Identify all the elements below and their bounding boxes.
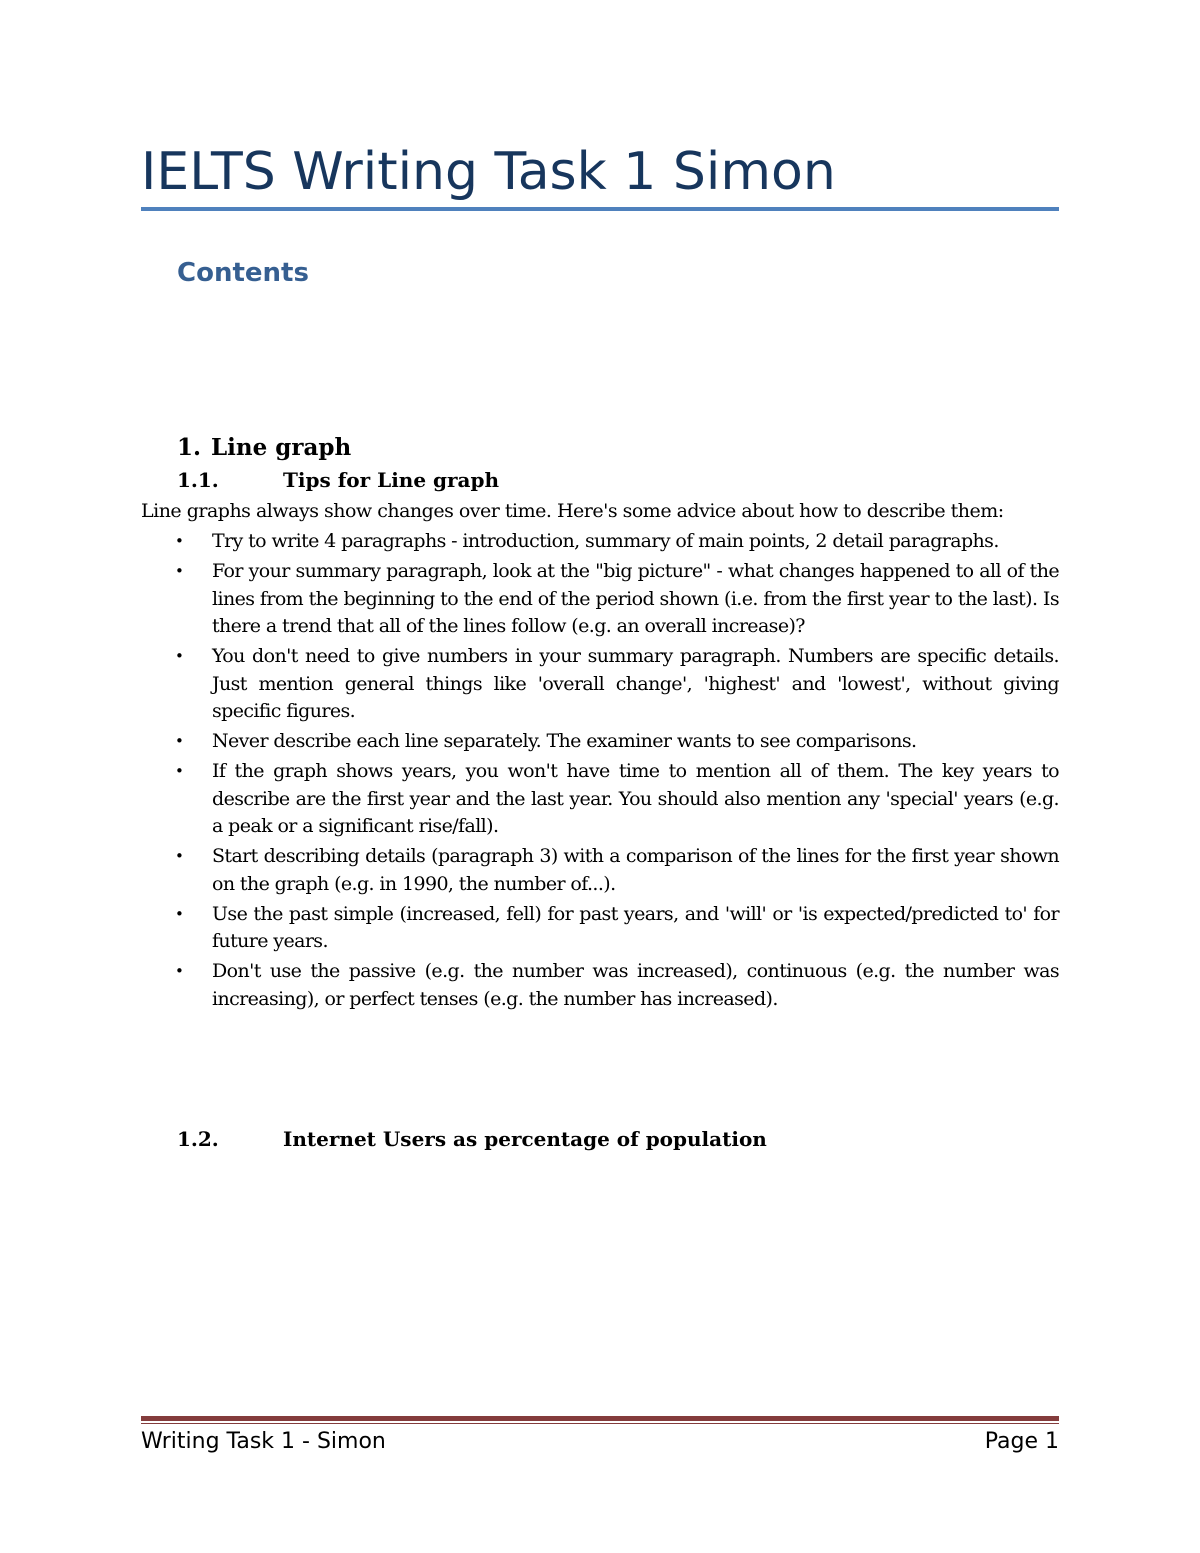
list-item: [141, 528, 1059, 556]
bullet-icon: •: [175, 962, 184, 980]
tip-text: Don't use the passive (e.g. the number was increased), continuous (e.g. the number was increasing), or perfect tenses (e.g. the number has increased).: [212, 960, 1059, 1010]
bullet-icon: •: [175, 904, 184, 923]
list-item: [141, 558, 1059, 641]
section-heading-line-graph: [177, 433, 351, 463]
subsection-title: Tips for Line graph: [283, 468, 500, 492]
bullet-icon: •: [175, 762, 184, 780]
contents-heading: Contents: [177, 258, 309, 288]
bullet-icon: •: [175, 532, 184, 550]
footer-rule-thick: [141, 1416, 1059, 1421]
tip-text: Try to write 4 paragraphs - introduction, summary of main points, 2 detail paragraphs.: [212, 530, 999, 552]
subsection-heading-tips: [177, 466, 499, 494]
section-title: Line graph: [211, 434, 352, 461]
bullet-icon: •: [175, 562, 184, 580]
list-item: [141, 643, 1059, 726]
subsection-number: 1.2.: [177, 1127, 219, 1151]
subsection-heading-internet-users: [177, 1125, 767, 1153]
tip-text: If the graph shows years, you won't have time to mention all of them. The key years to describe are the first year and the last year. You should also mention any 'special' years (e.g. a peak or a significant rise/fall).: [212, 760, 1059, 837]
bullet-icon: •: [175, 732, 184, 750]
tip-text: You don't need to give numbers in your summary paragraph. Numbers are specific details. Just mention general things like 'overall change', 'highest' and 'lowest', without giving specific figures.: [212, 645, 1059, 722]
bullet-icon: •: [175, 647, 184, 665]
document-title: IELTS Writing Task 1 Simon: [141, 142, 836, 202]
tip-text: For your summary paragraph, look at the "big picture" - what changes happened to all of the lines from the beginning to the end of the period shown (i.e. from the first year to the last). Is there a trend that all of the lines follow (e.g. an overall increase)?: [212, 560, 1059, 637]
subsection-title: Internet Users as percentage of population: [283, 1127, 767, 1151]
list-item: [141, 758, 1059, 841]
title-underline: [141, 207, 1059, 211]
tips-list: [141, 528, 1059, 1016]
section-number: 1.: [177, 434, 202, 461]
tip-text: Never describe each line separately. The examiner wants to see comparisons.: [212, 730, 917, 752]
subsection-number: 1.1.: [177, 468, 219, 492]
tip-text: Start describing details (paragraph 3) with a comparison of the lines for the first year shown on the graph (e.g. in 1990, the number of...).: [212, 845, 1059, 895]
bullet-icon: •: [175, 847, 184, 865]
list-item: [141, 728, 1059, 756]
footer-rule-thin: [141, 1423, 1059, 1424]
list-item: [141, 843, 1059, 898]
tip-text: Use the past simple (increased, fell) for past years, and 'will' or 'is expected/predicted to' for future years.: [212, 902, 1059, 952]
footer-document-title: Writing Task 1 - Simon: [141, 1429, 386, 1454]
list-item: [141, 901, 1059, 956]
intro-paragraph: Line graphs always show changes over time. Here's some advice about how to describe them:: [141, 500, 1004, 522]
footer-page-number: Page 1: [984, 1429, 1059, 1454]
list-item: [141, 958, 1059, 1013]
